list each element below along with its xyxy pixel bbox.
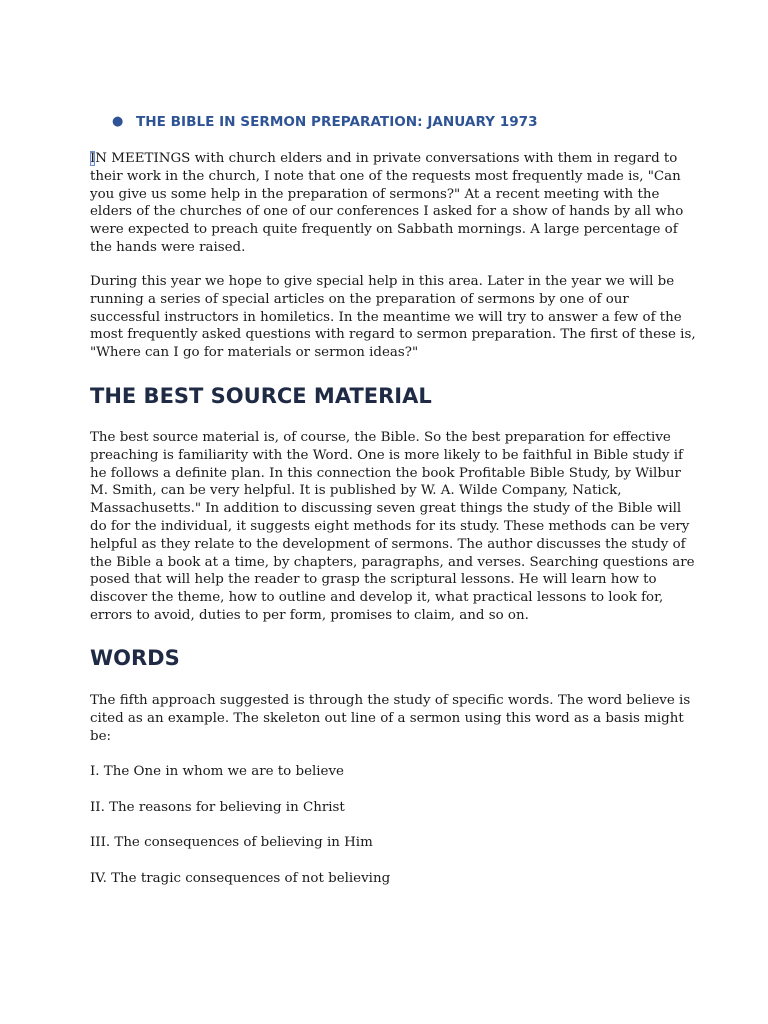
text-cursor-selection: I — [90, 151, 96, 166]
outline-item[interactable]: IV. The tragic consequences of not believing — [90, 871, 391, 886]
paragraph-line: were expected to preach quite frequently on Sabbath mornings. A large percentage of — [90, 222, 678, 238]
bullet-icon: ● — [112, 114, 124, 129]
outline-item[interactable]: I. The One in whom we are to believe — [90, 764, 344, 779]
paragraph-line: most frequently asked questions with regard to sermon preparation. The first of these is, — [90, 327, 696, 343]
paragraph-line: be: — [90, 728, 112, 744]
paragraph-line — [90, 150, 690, 168]
second-paragraph[interactable] — [90, 273, 696, 362]
paragraph-line: The fifth approach suggested is through the study of specific words. The word believe is — [90, 693, 691, 708]
document-title[interactable]: THE BIBLE IN SERMON PREPARATION: JANUARY 1973 — [136, 114, 538, 130]
paragraph-line: helpful as they relate to the development of sermons. The author discusses the study of — [90, 536, 686, 552]
paragraph-line: running a series of special articles on the preparation of sermons by one of our — [90, 291, 629, 307]
words-paragraph[interactable] — [90, 692, 690, 745]
best-source-paragraph[interactable] — [90, 429, 695, 625]
paragraph-line: he follows a definite plan. In this connection the book Profitable Bible Study, by Wilbur — [90, 465, 681, 481]
paragraph-line: elders of the churches of one of our conferences I asked for a show of hands by all who — [90, 204, 684, 220]
paragraph-line: the hands were raised. — [90, 239, 246, 255]
outline-item[interactable]: II. The reasons for believing in Christ — [90, 800, 345, 815]
paragraph-line: M. Smith, can be very helpful. It is published by W. A. Wilde Company, Natick, — [90, 483, 622, 499]
outline-item[interactable]: III. The consequences of believing in Him — [90, 835, 373, 850]
section-heading-words[interactable]: WORDS — [90, 646, 180, 670]
paragraph-line: do for the individual, it suggests eight methods for its study. These methods can be very — [90, 518, 690, 534]
paragraph-line: preaching is familiarity with the Word. One is more likely to be faithful in Bible study if — [90, 447, 683, 463]
paragraph-line: During this year we hope to give special help in this area. Later in the year we will be — [90, 274, 675, 289]
paragraph-line: you give us some help in the preparation of sermons?" At a recent meeting with the — [90, 186, 660, 202]
paragraph-line-text: N MEETINGS with church elders and in private conversations with them in regard to — [95, 151, 678, 166]
paragraph-line: successful instructors in homiletics. In the meantime we will try to answer a few of the — [90, 309, 682, 325]
paragraph-line: "Where can I go for materials or sermon ideas?" — [90, 345, 419, 361]
paragraph-line: errors to avoid, duties to per form, promises to claim, and so on. — [90, 607, 529, 623]
paragraph-line: cited as an example. The skeleton out line of a sermon using this word as a basis might — [90, 710, 684, 726]
intro-paragraph[interactable] — [90, 150, 690, 257]
paragraph-line: posed that will help the reader to grasp the scriptural lessons. He will learn how to — [90, 572, 657, 588]
paragraph-line: the Bible a book at a time, by chapters, paragraphs, and verses. Searching questions are — [90, 554, 695, 570]
paragraph-line: discover the theme, how to outline and develop it, what practical lessons to look for, — [90, 590, 664, 606]
paragraph-line: The best source material is, of course, the Bible. So the best preparation for effective — [90, 430, 671, 445]
paragraph-line: their work in the church, I note that one of the requests most frequently made is, "Can — [90, 168, 681, 184]
section-heading-best-source[interactable]: THE BEST SOURCE MATERIAL — [90, 384, 432, 408]
paragraph-line: Massachusetts." In addition to discussing seven great things the study of the Bible will — [90, 501, 682, 517]
